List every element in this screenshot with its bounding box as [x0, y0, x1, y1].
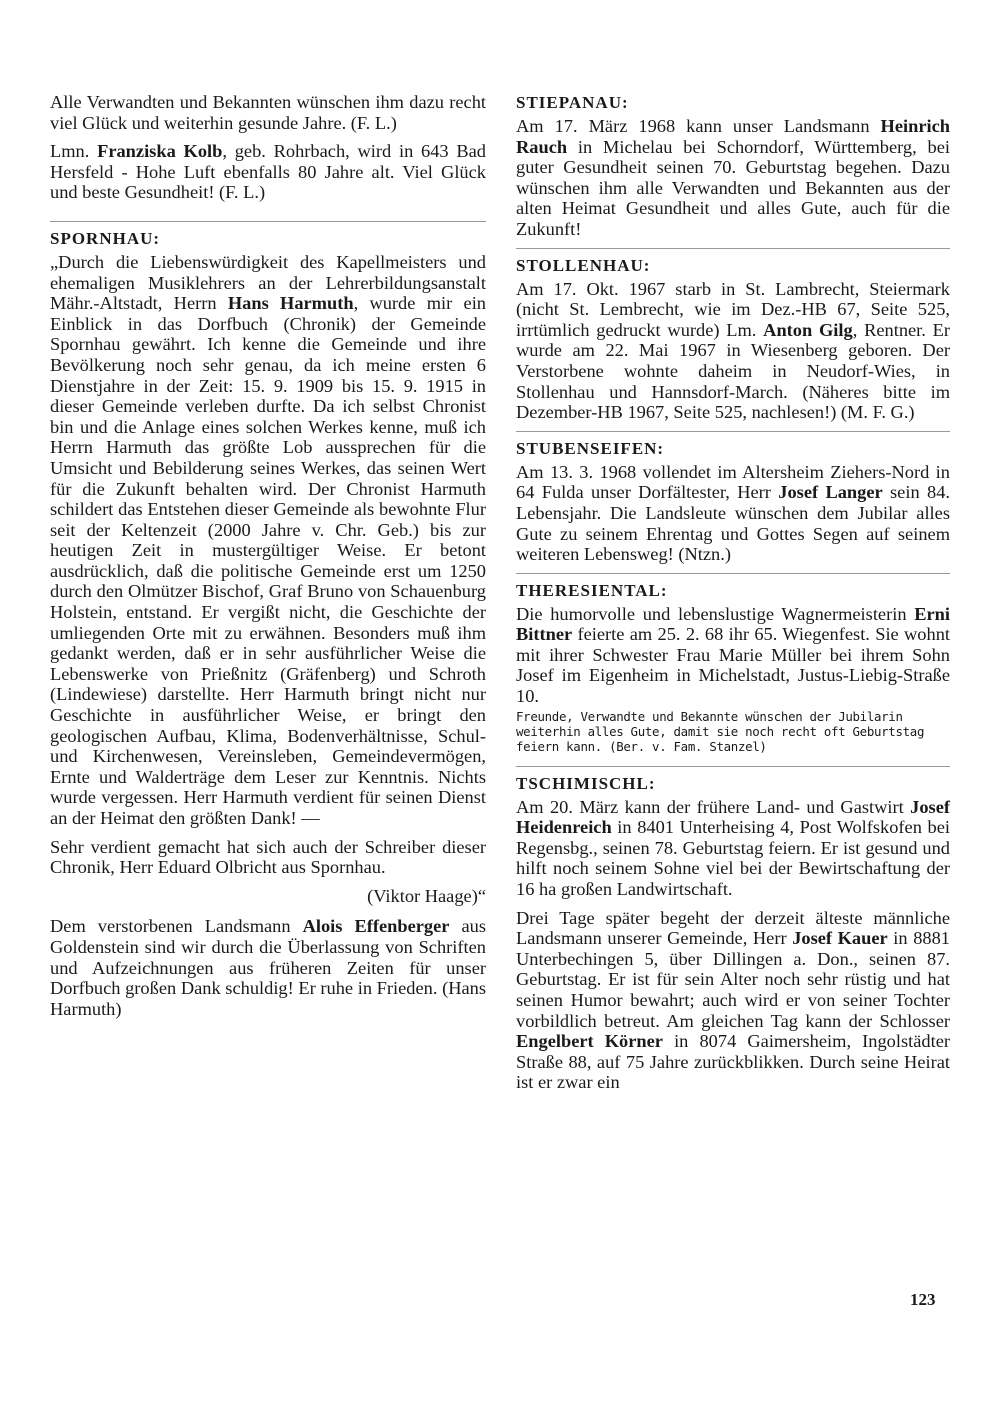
section-divider	[516, 431, 950, 432]
text-run: Die humorvolle und lebenslustige Wagnermeisterin	[516, 603, 915, 624]
section-stollenhau	[516, 248, 950, 423]
text-run: Dem verstorbenen Landsmann	[50, 916, 303, 937]
intro-paragraph: Alle Verwandten und Bekannten wünschen ihm dazu recht viel Glück und weiterhin gesunde Jahre. (F. L.)	[50, 92, 486, 133]
stollenhau-paragraph	[516, 279, 950, 423]
section-divider	[516, 248, 950, 249]
page-number: 123	[910, 1290, 936, 1309]
section-theresiental	[516, 573, 950, 754]
text-run: in 8074 Gaimersheim, Ingolstädter Straße 88, auf 75 Jahre zurückblikken. Durch seine Heirat ist er zwar ein	[516, 1031, 950, 1093]
section-heading: TSCHIMISCHL:	[516, 773, 656, 793]
text-run: Am 17. Okt. 1967 starb in St. Lambrecht, Steiermark (nicht St. Lembrecht, wie im Dez.-HB 67, Seite 525, irrtümlich gedruckt wurde) Lm.	[516, 278, 950, 340]
person-name: Alois Effenberger	[302, 916, 450, 937]
text-run: in Michelau bei Schorndorf, Württemberg, bei guter Gesundheit seinen 70. Geburtstag begehen. Dazu wünschen ihm alle Verwandten und Bekannten aus der alten Heimat Gesundheit und alles Gute, auch für die Zukunft!	[516, 136, 950, 239]
section-heading: STOLLENHAU:	[516, 255, 651, 275]
spornhau-paragraph-1	[50, 252, 486, 829]
section-stiepanau	[516, 92, 950, 240]
left-column	[50, 92, 486, 1027]
stiepanau-paragraph	[516, 116, 950, 240]
person-name: Anton Gilg	[763, 319, 853, 340]
text-run: „Durch die Liebenswürdigkeit des Kapellmeisters und ehemaligen Musiklehrers an der Lehrerbildungsanstalt Mähr.-Altstadt, Herrn	[50, 251, 486, 314]
kolb-paragraph	[50, 141, 486, 203]
person-name: Erni Bittner	[516, 603, 950, 645]
text-run: in 8881 Unterbechingen 5, über Dillingen a. Don., seinen 87. Geburtstag. Er ist für sein Alter noch sehr rüstig und hat seinen Humor bewahrt; auch wird er von seiner Tochter vorbildlich betreut. Am gleichen Tag kann der Schlosser	[516, 928, 950, 1031]
stubenseifen-paragraph	[516, 462, 950, 565]
text-run: , Rentner. Er wurde am 22. Mai 1967 in Wiesenberg geboren. Der Verstorbene wohnte daheim in Neudorf-Wies, in Stollenhau und Hannsdorf-March. (Näheres bitte im Dezember-HB 1967, Seite 525, nachlesen!) (M. F. G.)	[516, 319, 951, 423]
spornhau-paragraph-3	[50, 916, 486, 1019]
theresiental-note: Freunde, Verwandte und Bekannte wünschen der Jubilarin weiterhin alles Gute, damit sie noch recht oft Geburtstag feiern kann. (Ber. v. Fam. Stanzel)	[516, 708, 925, 754]
tschimischl-paragraph-2	[516, 908, 950, 1093]
signature: (Viktor Haage)“	[367, 885, 486, 906]
person-name: Engelbert Körner	[516, 1031, 663, 1052]
person-name: Hans Harmuth	[227, 293, 354, 314]
section-spornhau	[50, 221, 486, 1019]
text-run: sein 84. Lebensjahr. Die Landsleute wünschen dem Jubilar alles Gute zu seinem Ehrentag und Gottes Segen auf seinem weiteren Lebensweg! (Ntzn.)	[516, 482, 950, 565]
text-run: Lmn.	[50, 141, 98, 162]
person-name: Josef Heidenreich	[516, 796, 950, 838]
person-name: Franziska Kolb	[97, 141, 223, 162]
theresiental-paragraph	[516, 604, 950, 707]
section-heading: SPORNHAU:	[50, 228, 161, 248]
section-heading: STUBENSEIFEN:	[516, 438, 665, 458]
text-run: Am 13. 3. 1968 vollendet im Altersheim Ziehers-Nord in 64 Fulda unser Dorfältester, Herr	[516, 461, 950, 503]
text-run: feierte am 25. 2. 68 ihr 65. Wiegenfest. Sie wohnt mit ihrer Schwester Frau Marie Müller bei ihrem Sohn Josef im Eigenheim in Michelstadt, Justus-Liebig-Straße 10.	[516, 624, 950, 707]
text-run: Am 20. März kann der frühere Land- und Gastwirt	[516, 796, 911, 817]
person-name: Heinrich Rauch	[516, 116, 950, 157]
section-divider	[516, 766, 950, 767]
person-name: Josef Langer	[778, 482, 883, 503]
text-run: Drei Tage später begeht der derzeit älteste männliche Landsmann unserer Gemeinde, Herr	[516, 907, 950, 949]
section-heading: STIEPANAU:	[516, 93, 629, 112]
section-divider	[50, 221, 486, 222]
tschimischl-paragraph-1	[516, 797, 950, 900]
section-tschimischl	[516, 766, 950, 1093]
text-run: aus Goldenstein sind wir durch die Überlassung von Schriften und Aufzeichnungen aus früheren Zeiten für unser Dorfbuch großen Dank schuldig! Er ruhe in Frieden. (Hans Harmuth)	[50, 916, 486, 1019]
text-run: in 8401 Unterheising 4, Post Wolfskofen bei Regensbg., seinen 78. Geburtstag feiern. Er ist gesund und hilft noch seinem Sohne viel bei der Bewirtschaftung der 16 ha großen Landwirtschaft.	[516, 817, 950, 900]
right-column	[516, 92, 950, 1101]
text-run: , wurde mir ein Einblick in das Dorfbuch (Chronik) der Gemeinde Spornhau gewährt. Ich kenne die Gemeinde und ihre Bevölkerung noch sehr genau, da ich meine ersten 6 Dienstjahre in der Zeit: 15. 9. 1909 bis 15. 9. 1915 in dieser Gemeinde verleben durfte. Da ich selbst Chronist bin und die Anlage eines solchen Werkes kenne, muß ich Herrn Harmuth das größte Lob aussprechen für die Umsicht und Bebilderung seines Werkes, das seinen Wert für die Zukunft behalten wird. Der Chronist Harmuth schildert das Entstehen dieser Gemeinde als bewohnte Flur seit der Keltenzeit (2000 Jahre v. Chr. Geb.) bis zur heutigen Zeit in mustergültiger Weise. Er betont ausdrücklich, daß die politische Gemeinde erst um 1250 durch den Olmützer Bischof, Graf Bruno von Schauenburg Holstein, entstand. Er vergißt nicht, die Geschichte der umliegenden Orte mit zu erwähnen. Besonders muß ihm gedankt werden, daß er in sehr ausführlicher Weise die Lebenswerke von Prießnitz (Gräfenberg) und Schroth (Lindewiese) darstellte. Herr Harmuth bringt nicht nur Geschichte in ausführlicher Weise, er bringt den geologischen Aufbau, Klima, Bodenverhältnisse, Schul- und Kirchenwesen, Vereinsleben, Gemeindevermögen, Ernte und Walderträge dem Leser zur Kenntnis. Nichts wurde vergessen. Herr Harmuth verdient für seinen Dienst an der Heimat den größten Dank! —	[50, 293, 486, 828]
section-stubenseifen	[516, 431, 950, 565]
spornhau-paragraph-2: Sehr verdient gemacht hat sich auch der Schreiber dieser Chronik, Herr Eduard Olbricht aus Spornhau.	[50, 836, 486, 878]
section-divider	[516, 573, 950, 574]
text-run: , geb. Rohrbach, wird in 643 Bad Hersfeld - Hohe Luft ebenfalls 80 Jahre alt. Viel Glück und beste Gesundheit! (F. L.)	[50, 141, 487, 203]
person-name: Josef Kauer	[792, 928, 888, 949]
text-run: Am 17. März 1968 kann unser Landsmann	[516, 116, 881, 136]
section-heading: THERESIENTAL:	[516, 580, 668, 600]
